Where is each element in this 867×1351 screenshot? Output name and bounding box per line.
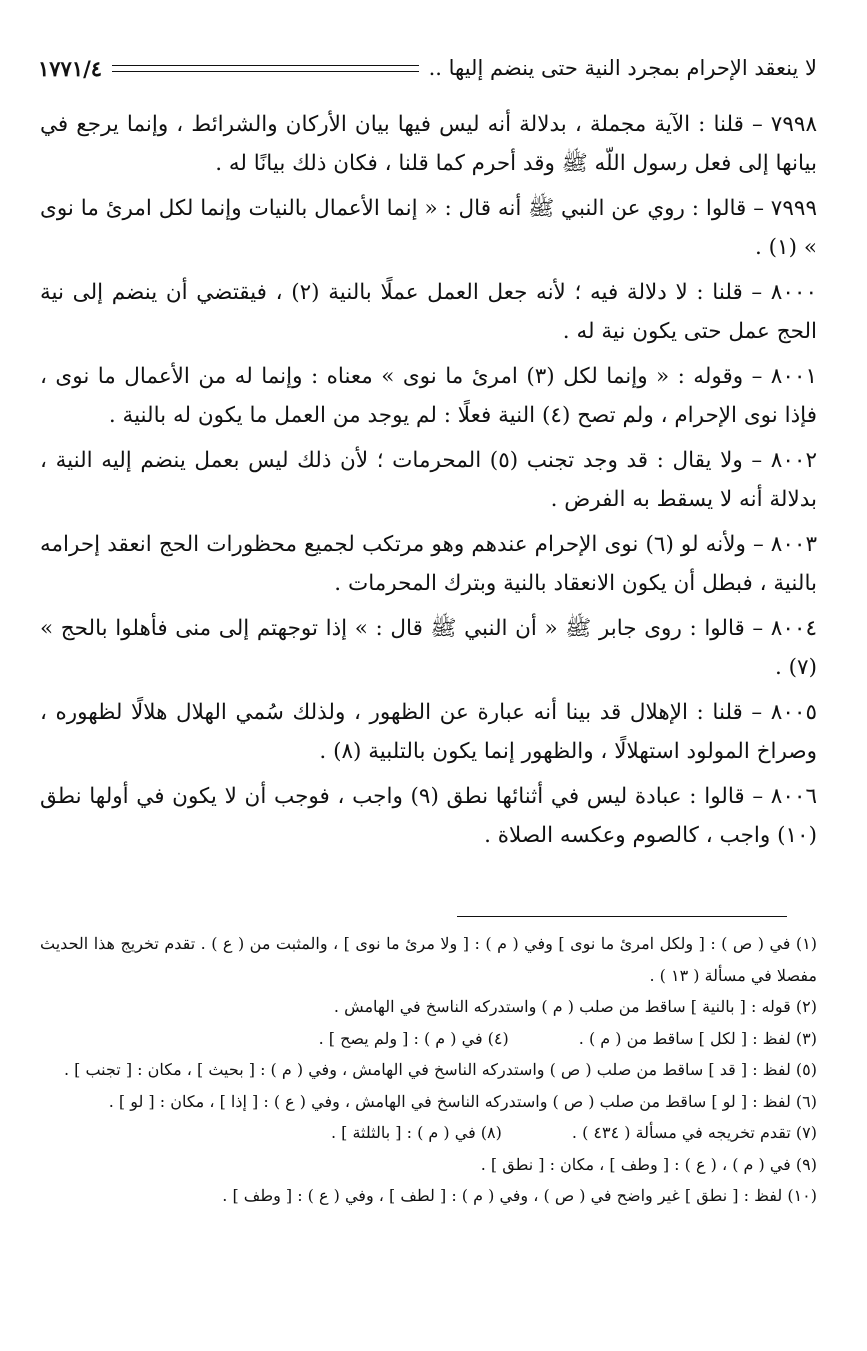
paragraph-7999: ٧٩٩٩ – قالوا : روي عن النبي ﷺ أنه قال : « إنما الأعمال بالنيات وإنما لكل امرئ ما نوى » (١) . [40,196,817,260]
footnote-10: (١٠) لفظ : [ نطق ] غير واضح في ( ص ) ، وفي ( م ) : [ لطف ] ، وفي ( ع ) : [ وطف ] . [222,1186,817,1205]
footnote-row-3-4 [40,1023,817,1055]
paragraph-8005: ٨٠٠٥ – قلنا : الإهلال قد بينا أنه عبارة عن الظهور ، ولذلك سُمي الهلال هلالًا لظهوره ، وصراخ المولود استهلالًا ، والظهور إنما يكون بالتلبية (٨) . [40,700,817,764]
footnote-2: (٢) قوله : [ بالنية ] ساقط من صلب ( م ) واستدركه الناسخ في الهامش . [333,997,817,1016]
footnotes [40,928,817,1212]
footnote-5: (٥) لفظ : [ قد ] ساقط من صلب ( ص ) واستدركه الناسخ في الهامش ، وفي ( م ) : [ بحيث ] ، مكان : [ تجنب ] . [63,1060,817,1079]
running-title: لا ينعقد الإحرام بمجرد النية حتى ينضم إليها .. [428,56,817,80]
paragraph-8003: ٨٠٠٣ – ولأنه لو (٦) نوى الإحرام عندهم وهو مرتكب لجميع محظورات الحج انعقد إحرامه بالنية ، فبطل أن يكون الانعقاد بالنية وبترك المحرمات . [40,532,817,596]
paragraph-7998: ٧٩٩٨ – قلنا : الآية مجملة ، بدلالة أنه ليس فيها بيان الأركان والشرائط ، وإنما يرجع في بيانها إلى فعل رسول اللّه ﷺ وقد أحرم كما قلنا ، فكان ذلك بيانًا له . [40,112,817,176]
main-text [40,105,817,861]
footnote-4: (٤) في ( م ) : [ ولم يصح ] . [318,1028,509,1048]
footnote-9: (٩) في ( م ) ، ( ع ) : [ وطف ] ، مكان : [ نطق ] . [480,1154,817,1174]
footnote-6: (٦) لفظ : [ لو ] ساقط من صلب ( ص ) واستدركه الناسخ في الهامش ، وفي ( ع ) : [ إذا ] ، مكان : [ لو ] . [108,1091,817,1111]
footnote-row-7-8 [40,1117,817,1149]
paragraph-8000: ٨٠٠٠ – قلنا : لا دلالة فيه ؛ لأنه جعل العمل عملًا بالنية (٢) ، فيقتضي أن ينضم إلى نية الحج عمل حتى يكون نية له . [40,280,817,344]
footnote-1: (١) في ( ص ) : [ ولكل امرئ ما نوى ] وفي ( م ) : [ ولا مرئ ما نوى ] ، والمثبت من ( ع ) . تقدم تخريج هذا الحديث مفصلا في مسألة ( ١٣ ) . [40,934,817,985]
footnote-separator [457,916,787,917]
paragraph-8004: ٨٠٠٤ – قالوا : روى جابر ﷺ « أن النبي ﷺ قال : » إذا توجهتم إلى منى فأهلوا بالحج » (٧) . [40,616,817,680]
header-rule [112,65,419,72]
paragraph-8001: ٨٠٠١ – وقوله : « وإنما لكل (٣) امرئ ما نوى » معناه : وإنما له من الأعمال ما نوى ، فإذا نوى الإحرام ، ولم تصح (٤) النية فعلًا : لم يوجد من العمل ما يكون له بالنية . [40,364,817,428]
footnote-7: (٧) تقدم تخريجه في مسألة ( ٤٣٤ ) . [571,1123,817,1142]
footnote-8: (٨) في ( م ) : [ بالثلثة ] . [330,1123,502,1142]
paragraph-8002: ٨٠٠٢ – ولا يقال : قد وجد تجنب (٥) المحرمات ؛ لأن ذلك ليس بعمل ينضم إليه النية ، بدلالة أنه لا يسقط به الفرض . [40,448,817,512]
paragraph-8006: ٨٠٠٦ – قالوا : عبادة ليس في أثنائها نطق (٩) واجب ، فوجب أن لا يكون في أولها نطق (١٠) واجب ، كالصوم وعكسه الصلاة . [40,784,817,848]
running-header [38,46,817,90]
page-number: ١٧٧١/٤ [38,55,103,81]
footnote-3: (٣) لفظ : [ لكل ] ساقط من ( م ) . [578,1028,817,1048]
